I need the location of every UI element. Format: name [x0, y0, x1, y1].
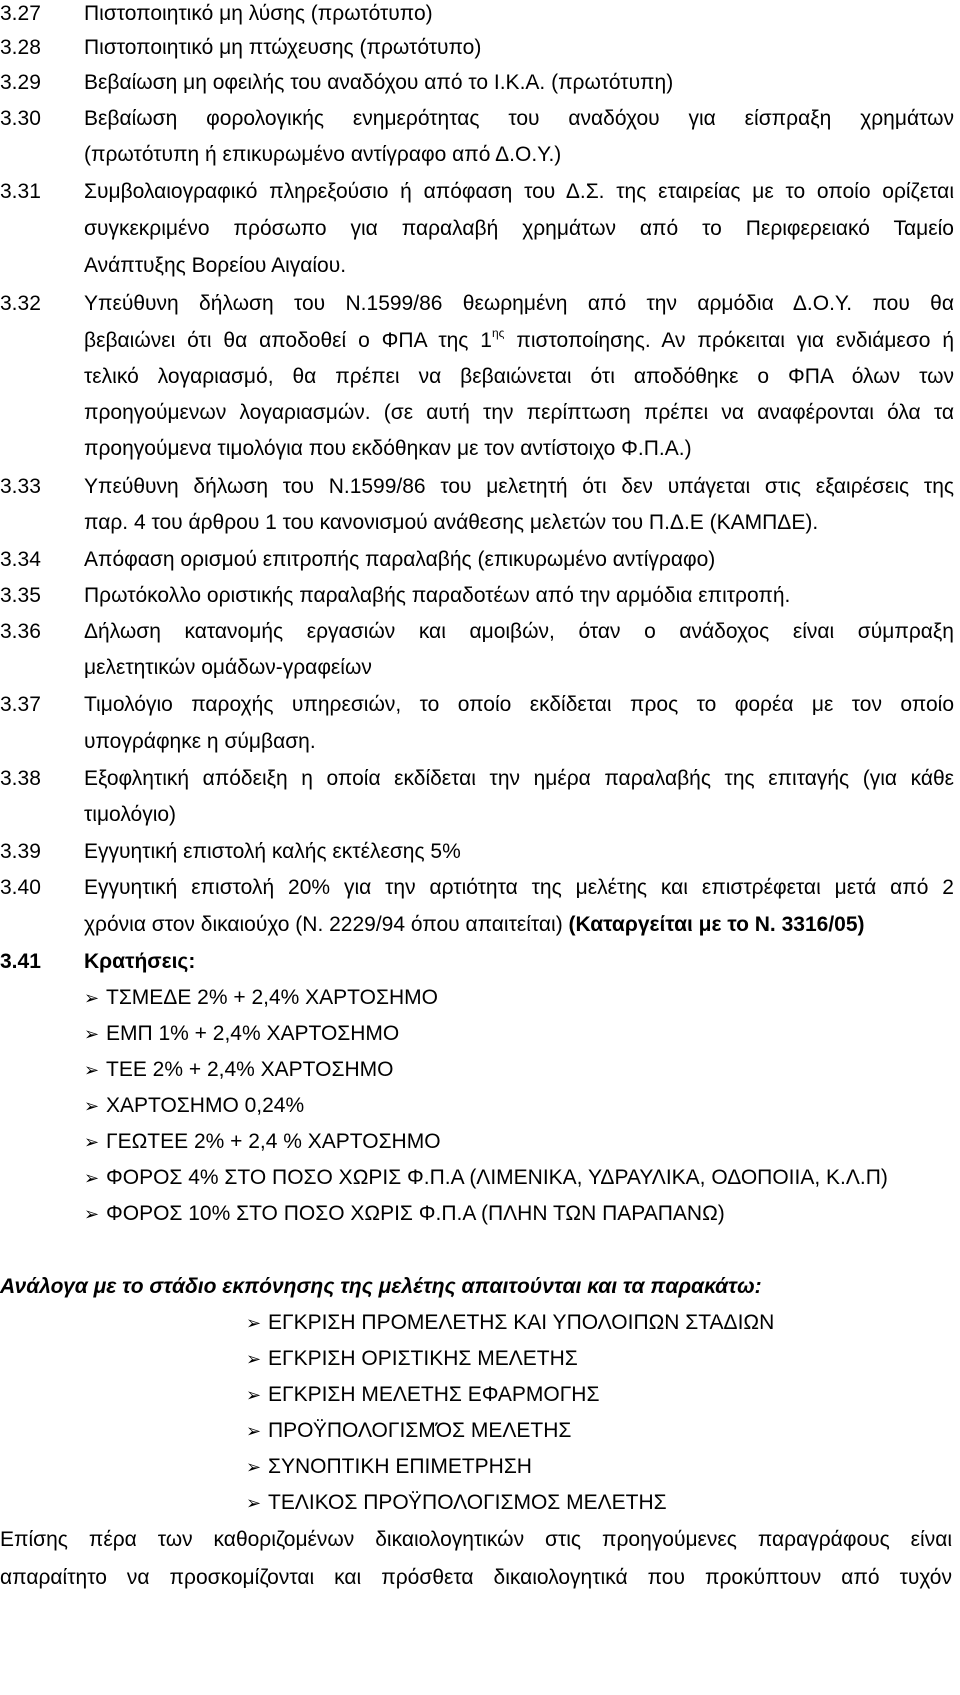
item-text: Βεβαίωση μη οφειλής του αναδόχου από το Ι.Κ.Α. (πρωτότυπη): [84, 71, 674, 94]
withholding-item: ➢ ΤΕΕ 2% + 2,4% ΧΑΡΤΟΣΗΜΟ: [84, 1058, 394, 1081]
arrow-bullet-icon: ➢: [84, 1168, 100, 1188]
closing-paragraph-line: απαραίτητο να προσκομίζονται και πρόσθετα δικαιολογητικά που προκύπτουν από τυχόν: [0, 1566, 952, 1589]
abolished-note: (Καταργείται με το Ν. 3316/05): [568, 913, 865, 936]
item-text: Απόφαση ορισμού επιτροπής παραλαβής (επικυρωμένο αντίγραφο): [84, 548, 716, 571]
arrow-bullet-icon: ➢: [246, 1349, 262, 1369]
item-number: 3.36: [0, 620, 41, 643]
arrow-bullet-icon: ➢: [84, 1204, 100, 1224]
item-text: Υπεύθυνη δήλωση του Ν.1599/86 θεωρημένη από την αρμόδια Δ.Ο.Υ. που θα: [84, 292, 954, 315]
item-number: 3.34: [0, 548, 41, 571]
item-text: προηγούμενων λογαριασμών. (σε αυτή την περίπτωση πρέπει να αναφέρονται όλα τα: [84, 401, 954, 424]
item-text: προηγούμενα τιμολόγια που εκδόθηκαν με τον αντίστοιχο Φ.Π.Α.): [84, 437, 692, 460]
withholding-item: ➢ ΓΕΩΤΕΕ 2% + 2,4 % ΧΑΡΤΟΣΗΜΟ: [84, 1130, 441, 1153]
stage-item: ➢ ΤΕΛΙΚΟΣ ΠΡΟΫΠΟΛΟΓΙΣΜΟΣ ΜΕΛΕΤΗΣ: [246, 1491, 667, 1514]
stage-item: ➢ ΠΡΟΫΠΟΛΟΓΙΣΜΌΣ ΜΕΛΕΤΗΣ: [246, 1419, 572, 1442]
item-number: 3.39: [0, 840, 41, 863]
item-text: (πρωτότυπη ή επικυρωμένο αντίγραφο από Δ.Ο.Υ.): [84, 143, 562, 166]
item-number: 3.38: [0, 767, 41, 790]
arrow-bullet-icon: ➢: [246, 1421, 262, 1441]
item-text: Υπεύθυνη δήλωση του Ν.1599/86 του μελετητή ότι δεν υπάγεται στις εξαιρέσεις της: [84, 475, 954, 498]
item-number: 3.27: [0, 2, 41, 25]
item-number: 3.37: [0, 693, 41, 716]
stage-item: ➢ ΕΓΚΡΙΣΗ ΟΡΙΣΤΙΚΗΣ ΜΕΛΕΤΗΣ: [246, 1347, 578, 1370]
item-number: 3.40: [0, 876, 41, 899]
item-text: Πρωτόκολλο οριστικής παραλαβής παραδοτέων από την αρμόδια επιτροπή.: [84, 584, 791, 607]
arrow-bullet-icon: ➢: [84, 1132, 100, 1152]
superscript: ης: [492, 326, 505, 340]
item-text: συγκεκριμένο πρόσωπο για παραλαβή χρημάτων από το Περιφερειακό Ταμείο: [84, 217, 954, 240]
arrow-bullet-icon: ➢: [246, 1385, 262, 1405]
item-text: Τιμολόγιο παροχής υπηρεσιών, το οποίο εκδίδεται προς το φορέα με τον οποίο: [84, 693, 954, 716]
item-text: Πιστοποιητικό μη λύσης (πρωτότυπο): [84, 2, 433, 25]
item-text: Εγγυητική επιστολή 20% για την αρτιότητα της μελέτης και επιστρέφεται μετά από 2: [84, 876, 954, 899]
item-text: Συμβολαιογραφικό πληρεξούσιο ή απόφαση του Δ.Σ. της εταιρείας με το οποίο ορίζεται: [84, 180, 954, 203]
item-text: βεβαιώνει ότι θα αποδοθεί ο ΦΠΑ της $1^{\eta\varsigma}$ πιστοποίησης. Αν πρόκειται για ενδιάμεσο ή: [84, 326, 955, 352]
item-text: Εγγυητική επιστολή καλής εκτέλεσης 5%: [84, 840, 461, 863]
item-text: Δήλωση κατανομής εργασιών και αμοιβών, όταν ο ανάδοχος είναι σύμπραξη: [84, 620, 954, 643]
arrow-bullet-icon: ➢: [246, 1493, 262, 1513]
withholding-item: ➢ ΦΟΡΟΣ 4% ΣΤΟ ΠΟΣΟ ΧΩΡΙΣ Φ.Π.Α (ΛΙΜΕΝΙΚΑ, ΥΔΡΑΥΛΙΚΑ, ΟΔΟΠΟΙΙΑ, Κ.Λ.Π): [84, 1166, 888, 1189]
item-number: 3.28: [0, 36, 41, 59]
stage-item: ➢ ΕΓΚΡΙΣΗ ΜΕΛΕΤΗΣ ΕΦΑΡΜΟΓΗΣ: [246, 1383, 600, 1406]
item-text: Βεβαίωση φορολογικής ενημερότητας του αναδόχου για είσπραξη χρημάτων: [84, 107, 954, 130]
arrow-bullet-icon: ➢: [84, 1024, 100, 1044]
withholding-item: ➢ ΦΟΡΟΣ 10% ΣΤΟ ΠΟΣΟ ΧΩΡΙΣ Φ.Π.Α (ΠΛΗΝ ΤΩΝ ΠΑΡΑΠΑΝΩ): [84, 1202, 725, 1225]
stages-heading: Ανάλογα με το στάδιο εκπόνησης της μελέτης απαιτούνται και τα παρακάτω:: [0, 1275, 762, 1298]
stage-item: ➢ ΕΓΚΡΙΣΗ ΠΡΟΜΕΛΕΤΗΣ ΚΑΙ ΥΠΟΛΟΙΠΩΝ ΣΤΑΔΙΩΝ: [246, 1311, 775, 1334]
item-number: 3.29: [0, 71, 41, 94]
item-number: 3.31: [0, 180, 41, 203]
item-number: 3.33: [0, 475, 41, 498]
item-text: υπογράφηκε η σύμβαση.: [84, 730, 316, 753]
arrow-bullet-icon: ➢: [84, 988, 100, 1008]
item-text: Ανάπτυξης Βορείου Αιγαίου.: [84, 254, 347, 277]
arrow-bullet-icon: ➢: [84, 1060, 100, 1080]
arrow-bullet-icon: ➢: [246, 1313, 262, 1333]
item-text: παρ. 4 του άρθρου 1 του κανονισμού ανάθεσης μελετών του Π.Δ.Ε (ΚΑΜΠΔΕ).: [84, 511, 819, 534]
item-number: 3.30: [0, 107, 41, 130]
item-number: 3.35: [0, 584, 41, 607]
item-text: μελετητικών ομάδων-γραφείων: [84, 656, 372, 679]
withholding-item: ➢ ΤΣΜΕΔΕ 2% + 2,4% ΧΑΡΤΟΣΗΜΟ: [84, 986, 438, 1009]
arrow-bullet-icon: ➢: [84, 1096, 100, 1116]
withholding-item: ➢ ΧΑΡΤΟΣΗΜΟ 0,24%: [84, 1094, 305, 1117]
item-text: τιμολόγιο): [84, 803, 177, 826]
stage-item: ➢ ΣΥΝΟΠΤΙΚΗ ΕΠΙΜΕΤΡΗΣΗ: [246, 1455, 532, 1478]
item-number: 3.32: [0, 292, 41, 315]
withholding-item: ➢ ΕΜΠ 1% + 2,4% ΧΑΡΤΟΣΗΜΟ: [84, 1022, 400, 1045]
arrow-bullet-icon: ➢: [246, 1457, 262, 1477]
section-heading: Κρατήσεις:: [84, 950, 196, 973]
item-text: χρόνια στον δικαιούχο (Ν. 2229/94 όπου απαιτείται) (Καταργείται με το Ν. 3316/05): [84, 913, 865, 936]
item-text: Εξοφλητική απόδειξη η οποία εκδίδεται την ημέρα παραλαβής της επιταγής (για κάθε: [84, 767, 954, 790]
item-text: Πιστοποιητικό μη πτώχευσης (πρωτότυπο): [84, 36, 482, 59]
closing-paragraph-line: Επίσης πέρα των καθοριζομένων δικαιολογητικών στις προηγούμενες παραγράφους είναι: [0, 1528, 952, 1551]
item-text: τελικό λογαριασμό, θα πρέπει να βεβαιώνεται ότι αποδόθηκε ο ΦΠΑ όλων των: [84, 365, 954, 388]
item-number: 3.41: [0, 950, 41, 973]
